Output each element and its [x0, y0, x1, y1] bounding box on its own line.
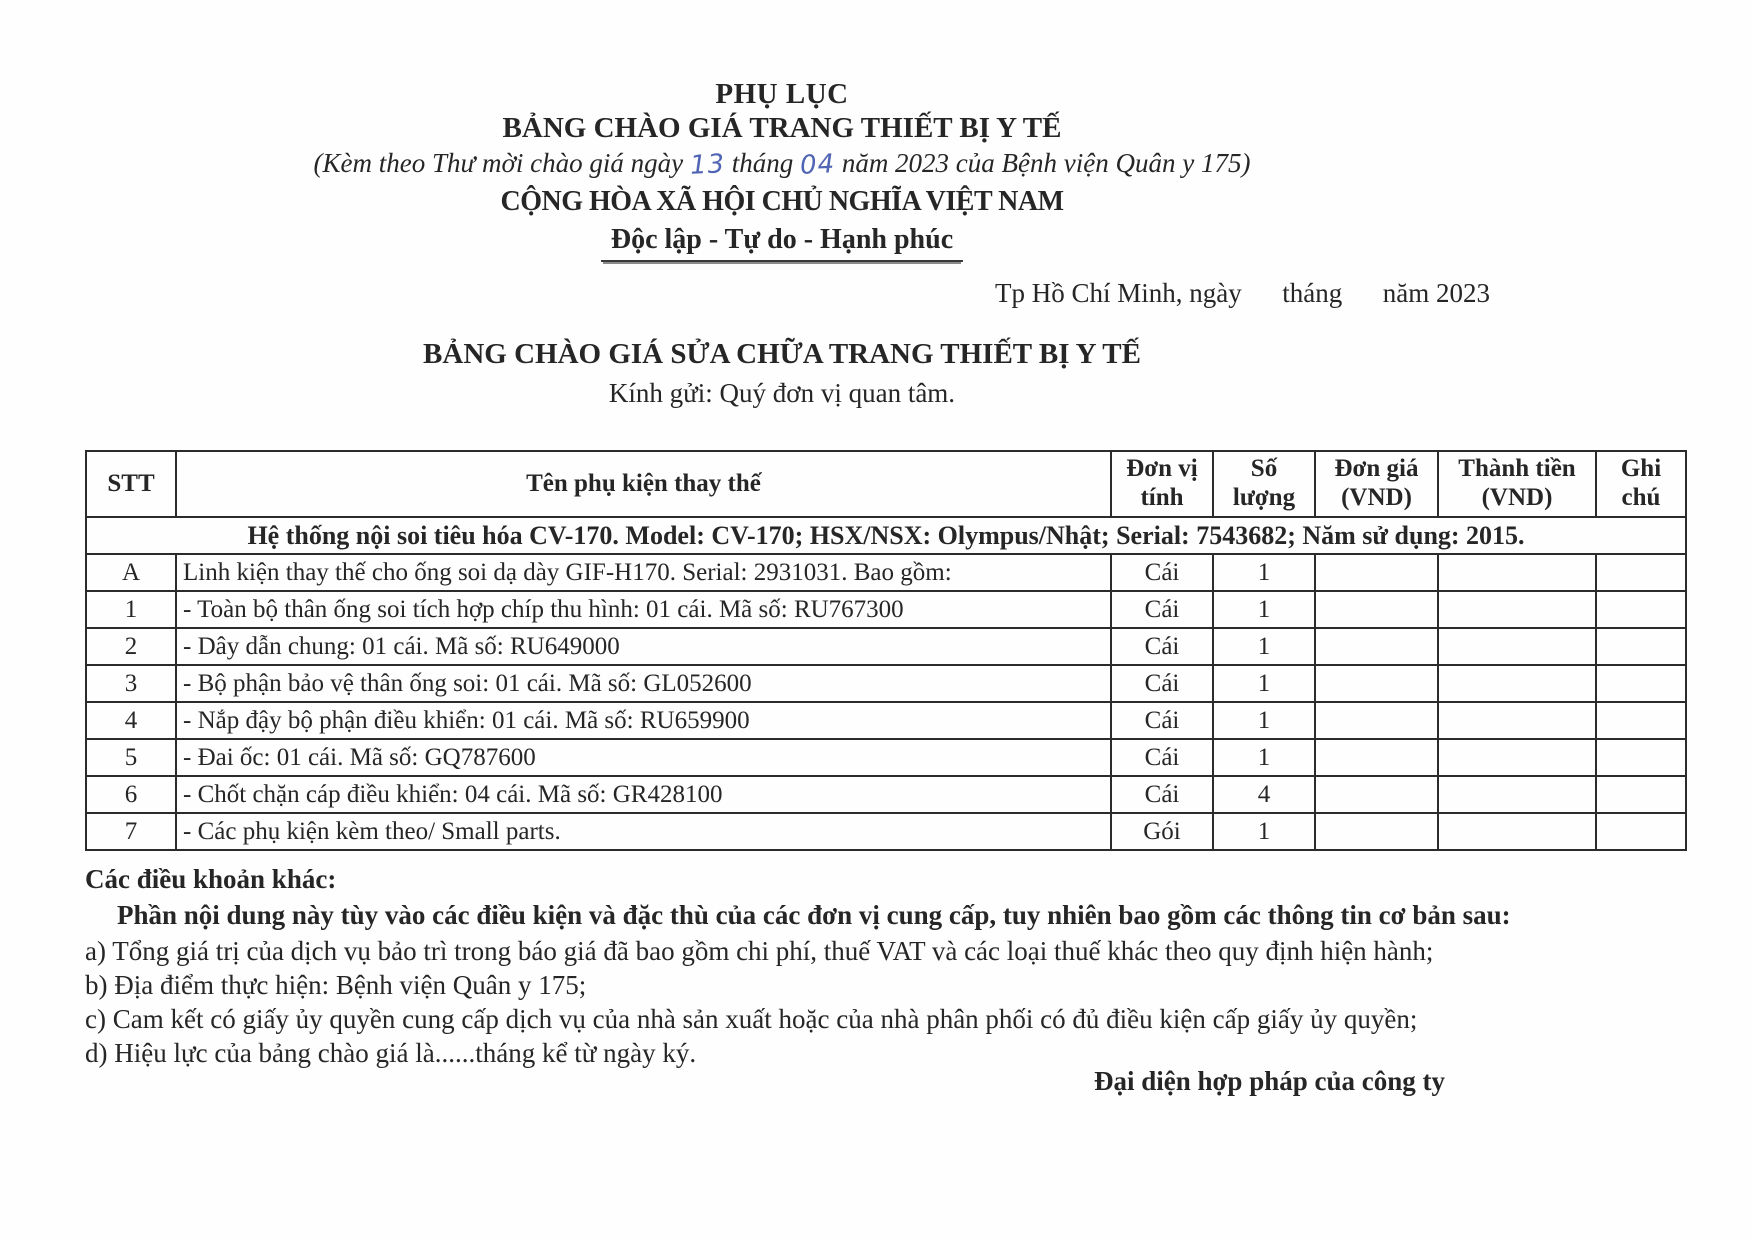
cell-unit: Gói	[1111, 813, 1213, 850]
cell-note	[1596, 813, 1686, 850]
table-row	[86, 739, 1686, 776]
cell-unit-price	[1315, 628, 1438, 665]
header-unit: Đơn vị tính	[1111, 451, 1213, 517]
signature-title: Đại diện hợp pháp của công ty	[1093, 1066, 1445, 1096]
header-note: Ghi chú	[1596, 451, 1686, 517]
table-row	[86, 665, 1686, 702]
cell-unit-price	[1315, 739, 1438, 776]
cell-qty: 1	[1213, 702, 1315, 739]
cell-total	[1438, 776, 1596, 813]
appendix-label: PHỤ LỤC	[715, 78, 849, 110]
subtitle-suffix: năm 2023 của Bệnh viện Quân y 175)	[835, 148, 1251, 178]
cell-unit: Cái	[1111, 591, 1213, 628]
terms-intro: Phần nội dung này tùy vào các điều kiện và đặc thù của các đơn vị cung cấp, tuy nhiên bao gồm các thông tin cơ bản sau:	[117, 900, 1511, 930]
quote-table-title: BẢNG CHÀO GIÁ SỬA CHỮA TRANG THIẾT BỊ Y TẾ	[423, 338, 1141, 370]
cell-note	[1596, 665, 1686, 702]
cell-unit-price	[1315, 591, 1438, 628]
national-motto-line1: CỘNG HÒA XÃ HỘI CHỦ NGHĨA VIỆT NAM	[500, 186, 1064, 217]
cell-qty: 1	[1213, 813, 1315, 850]
table-row	[86, 628, 1686, 665]
table-header-row	[86, 451, 1686, 517]
cell-name: - Chốt chặn cáp điều khiển: 04 cái. Mã số: GR428100	[176, 776, 1111, 813]
term-item-c: c) Cam kết có giấy ủy quyền cung cấp dịch vụ của nhà sản xuất hoặc của nhà phân phối có đủ điều kiện cấp giấy ủy quyền;	[85, 1004, 1418, 1034]
cell-unit: Cái	[1111, 776, 1213, 813]
section-row-text: Hệ thống nội soi tiêu hóa CV-170. Model: CV-170; HSX/NSX: Olympus/Nhật; Serial: 7543682; Năm sử dụng: 2015.	[86, 517, 1686, 554]
handwritten-day: 13	[689, 149, 726, 181]
cell-unit: Cái	[1111, 554, 1213, 591]
header-total: Thành tiền (VND)	[1438, 451, 1596, 517]
handwritten-month: 04	[799, 149, 836, 181]
cell-stt: A	[86, 554, 176, 591]
subtitle-mid: tháng	[724, 148, 800, 178]
cell-note	[1596, 739, 1686, 776]
cell-unit-price	[1315, 665, 1438, 702]
cell-total	[1438, 702, 1596, 739]
motto-underlined-text: Độc lập - Tự do - Hạnh phúc	[601, 224, 963, 262]
terms-heading: Các điều khoản khác:	[85, 864, 337, 894]
document-title: BẢNG CHÀO GIÁ TRANG THIẾT BỊ Y TẾ	[502, 112, 1062, 144]
cell-stt: 2	[86, 628, 176, 665]
place-date-line: Tp Hồ Chí Minh, ngày tháng năm 2023	[995, 278, 1490, 308]
cell-qty: 4	[1213, 776, 1315, 813]
cell-total	[1438, 665, 1596, 702]
cell-stt: 7	[86, 813, 176, 850]
cell-qty: 1	[1213, 739, 1315, 776]
cell-name: - Các phụ kiện kèm theo/ Small parts.	[176, 813, 1111, 850]
cell-name: Linh kiện thay thế cho ống soi dạ dày GIF-H170. Serial: 2931031. Bao gồm:	[176, 554, 1111, 591]
cell-unit: Cái	[1111, 739, 1213, 776]
cell-name: - Dây dẫn chung: 01 cái. Mã số: RU649000	[176, 628, 1111, 665]
cell-unit: Cái	[1111, 702, 1213, 739]
term-item-d: d) Hiệu lực của bảng chào giá là......tháng kể từ ngày ký.	[85, 1038, 697, 1068]
cell-stt: 4	[86, 702, 176, 739]
cell-unit-price	[1315, 776, 1438, 813]
cell-stt: 6	[86, 776, 176, 813]
cell-name: - Đai ốc: 01 cái. Mã số: GQ787600	[176, 739, 1111, 776]
term-item-b: b) Địa điểm thực hiện: Bệnh viện Quân y 175;	[85, 970, 587, 1000]
cell-note	[1596, 628, 1686, 665]
national-motto-line2	[0, 224, 1564, 262]
cell-unit-price	[1315, 702, 1438, 739]
cell-qty: 1	[1213, 591, 1315, 628]
subtitle-prefix: (Kèm theo Thư mời chào giá ngày	[313, 148, 690, 178]
cell-qty: 1	[1213, 554, 1315, 591]
cell-total	[1438, 628, 1596, 665]
cell-unit: Cái	[1111, 665, 1213, 702]
cell-unit: Cái	[1111, 628, 1213, 665]
term-item-a: a) Tổng giá trị của dịch vụ bảo trì trong báo giá đã bao gồm chi phí, thuế VAT và các loại thuế khác theo quy định hiện hành;	[85, 936, 1434, 966]
cell-qty: 1	[1213, 665, 1315, 702]
cell-stt: 1	[86, 591, 176, 628]
cell-unit-price	[1315, 554, 1438, 591]
salutation-line: Kính gửi: Quý đơn vị quan tâm.	[608, 378, 956, 408]
cell-total	[1438, 554, 1596, 591]
cell-stt: 5	[86, 739, 176, 776]
table-row	[86, 591, 1686, 628]
quote-table	[85, 450, 1687, 851]
header-quantity: Số lượng	[1213, 451, 1315, 517]
cell-note	[1596, 591, 1686, 628]
header-unit-price: Đơn giá (VND)	[1315, 451, 1438, 517]
cell-stt: 3	[86, 665, 176, 702]
cell-name: - Nắp đậy bộ phận điều khiển: 01 cái. Mã số: RU659900	[176, 702, 1111, 739]
cell-total	[1438, 739, 1596, 776]
cell-note	[1596, 776, 1686, 813]
cell-name: - Toàn bộ thân ống soi tích hợp chíp thu hình: 01 cái. Mã số: RU767300	[176, 591, 1111, 628]
cell-note	[1596, 554, 1686, 591]
cell-note	[1596, 702, 1686, 739]
table-row	[86, 554, 1686, 591]
header-stt: STT	[86, 451, 176, 517]
table-row	[86, 813, 1686, 850]
cell-qty: 1	[1213, 628, 1315, 665]
header-item-name: Tên phụ kiện thay thế	[176, 451, 1111, 517]
table-row	[86, 702, 1686, 739]
table-section-row	[86, 517, 1686, 554]
cell-name: - Bộ phận bảo vệ thân ống soi: 01 cái. Mã số: GL052600	[176, 665, 1111, 702]
cell-unit-price	[1315, 813, 1438, 850]
subtitle-reference-line	[0, 148, 1564, 179]
cell-total	[1438, 591, 1596, 628]
table-row	[86, 776, 1686, 813]
cell-total	[1438, 813, 1596, 850]
